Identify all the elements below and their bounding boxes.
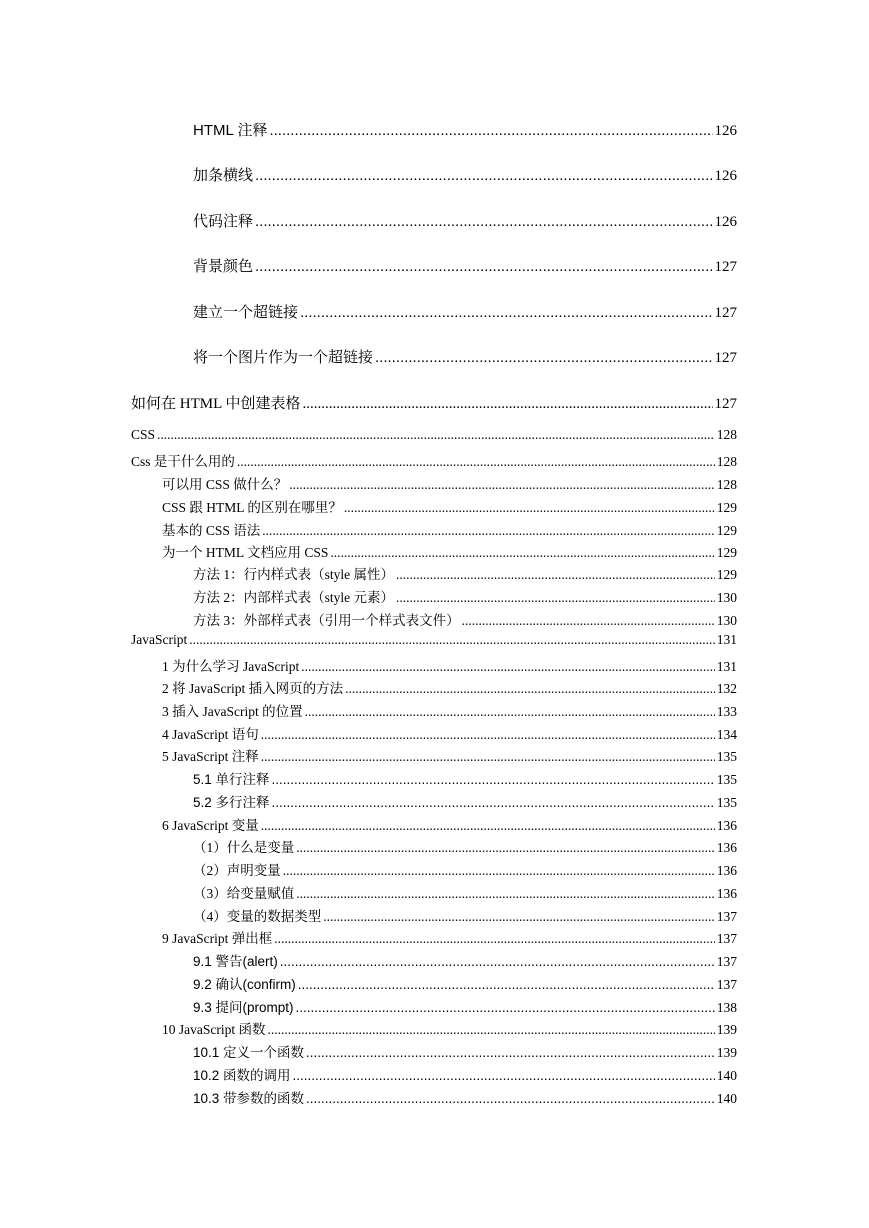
toc-entry-page: 140 bbox=[716, 1091, 737, 1106]
toc-leader-dots bbox=[375, 349, 712, 366]
toc-leader-dots bbox=[306, 1091, 715, 1106]
toc-leader-dots bbox=[261, 818, 715, 834]
toc-entry[interactable] bbox=[193, 950, 737, 970]
toc-entry-title: 10.3 带参数的函数 bbox=[193, 1091, 305, 1106]
toc-entry[interactable] bbox=[193, 346, 737, 367]
toc-entry-page: 139 bbox=[716, 1022, 737, 1037]
toc-entry-title: 如何在 HTML 中创建表格 bbox=[131, 396, 301, 412]
toc-entry-page: 128 bbox=[716, 477, 737, 492]
toc-entry-title: 5.1 单行注释 bbox=[193, 772, 270, 787]
toc-entry-title: 加条横线 bbox=[193, 167, 254, 184]
toc-entry[interactable] bbox=[193, 836, 737, 856]
toc-entry-page: 128 bbox=[716, 454, 737, 469]
toc-entry-page: 131 bbox=[716, 632, 737, 647]
toc-leader-dots bbox=[283, 863, 715, 879]
toc-entry-page: 126 bbox=[714, 123, 737, 139]
toc-entry[interactable] bbox=[193, 210, 737, 231]
toc-entry[interactable] bbox=[193, 586, 737, 606]
toc-entry-page: 126 bbox=[714, 168, 737, 184]
toc-leader-dots bbox=[157, 427, 715, 443]
toc-entry[interactable] bbox=[162, 496, 737, 516]
toc-entry[interactable] bbox=[193, 563, 737, 583]
toc-entry[interactable] bbox=[162, 519, 737, 539]
toc-entry-page: 130 bbox=[716, 613, 737, 628]
toc-leader-dots bbox=[305, 704, 715, 720]
toc-leader-dots bbox=[189, 632, 715, 648]
toc-entry-title: 方法 1：行内样式表（style 属性） bbox=[193, 567, 394, 582]
toc-entry-title: 1 为什么学习 JavaScript bbox=[162, 659, 300, 674]
toc-entry[interactable] bbox=[162, 677, 737, 697]
toc-entry-title: （4）变量的数据类型 bbox=[193, 909, 322, 924]
toc-entry-title: 基本的 CSS 语法 bbox=[162, 523, 261, 538]
toc-entry-title: 9 JavaScript 弹出框 bbox=[162, 931, 273, 946]
toc-entry-page: 128 bbox=[716, 427, 737, 442]
toc-entry-title: HTML 注释 bbox=[193, 122, 268, 139]
toc-entry[interactable] bbox=[193, 609, 737, 629]
toc-leader-dots bbox=[255, 167, 712, 184]
toc-entry-title: 9.3 提问(prompt) bbox=[193, 1000, 294, 1015]
toc-entry-title: 10.1 定义一个函数 bbox=[193, 1045, 305, 1060]
toc-leader-dots bbox=[345, 681, 715, 697]
toc-entry[interactable] bbox=[193, 1064, 737, 1084]
toc-leader-dots bbox=[301, 659, 715, 675]
toc-leader-dots bbox=[262, 523, 714, 539]
toc-entry[interactable] bbox=[193, 768, 737, 788]
toc-entry-page: 140 bbox=[716, 1068, 737, 1083]
toc-entry-page: 127 bbox=[714, 350, 737, 366]
toc-entry[interactable] bbox=[193, 164, 737, 185]
toc-entry[interactable] bbox=[162, 927, 737, 947]
toc-leader-dots bbox=[298, 977, 715, 992]
toc-leader-dots bbox=[293, 1068, 715, 1083]
toc-leader-dots bbox=[396, 590, 715, 606]
toc-leader-dots bbox=[289, 477, 714, 493]
toc-entry[interactable] bbox=[193, 859, 737, 879]
toc-entry-title: 代码注释 bbox=[193, 213, 254, 230]
toc-entry[interactable] bbox=[162, 745, 737, 765]
toc-entry[interactable] bbox=[162, 655, 737, 675]
toc-leader-dots bbox=[280, 954, 715, 969]
toc-entry-title: 3 插入 JavaScript 的位置 bbox=[162, 704, 303, 719]
toc-leader-dots bbox=[274, 931, 715, 947]
toc-entry[interactable] bbox=[131, 427, 737, 443]
toc-entry[interactable] bbox=[131, 632, 737, 648]
toc-entry[interactable] bbox=[131, 450, 737, 470]
toc-entry-page: 132 bbox=[716, 681, 737, 696]
toc-entry-page: 129 bbox=[716, 545, 737, 560]
toc-entry-title: 方法 2：内部样式表（style 元素） bbox=[193, 590, 394, 605]
toc-leader-dots bbox=[269, 122, 712, 139]
toc-leader-dots bbox=[255, 213, 712, 230]
toc-entry[interactable] bbox=[193, 905, 737, 925]
toc-entry-title: 可以用 CSS 做什么？ bbox=[162, 477, 288, 492]
toc-leader-dots bbox=[462, 613, 715, 629]
toc-entry-title: 10.2 函数的调用 bbox=[193, 1068, 291, 1083]
toc-entry-page: 137 bbox=[716, 931, 737, 946]
toc-entry[interactable] bbox=[193, 1087, 737, 1107]
toc-entry-page: 137 bbox=[716, 954, 737, 969]
toc-entry-title: （1）什么是变量 bbox=[193, 840, 295, 855]
toc-entry-title: 5 JavaScript 注释 bbox=[162, 749, 259, 764]
toc-leader-dots bbox=[237, 454, 715, 470]
toc-entry-title: （3）给变量赋值 bbox=[193, 886, 295, 901]
toc-entry[interactable] bbox=[193, 301, 737, 322]
toc-entry-page: 129 bbox=[716, 523, 737, 538]
toc-entry[interactable] bbox=[193, 1041, 737, 1061]
toc-entry-page: 136 bbox=[716, 840, 737, 855]
toc-leader-dots bbox=[272, 772, 715, 787]
toc-leader-dots bbox=[296, 1000, 715, 1015]
toc-leader-dots bbox=[396, 567, 715, 583]
toc-entry[interactable] bbox=[193, 882, 737, 902]
toc-entry-page: 137 bbox=[716, 977, 737, 992]
toc-entry[interactable] bbox=[131, 392, 737, 413]
toc-entry[interactable] bbox=[162, 814, 737, 834]
toc-entry-page: 130 bbox=[716, 590, 737, 605]
toc-entry-page: 127 bbox=[714, 259, 737, 275]
toc-entry-title: 4 JavaScript 语句 bbox=[162, 727, 259, 742]
toc-leader-dots bbox=[261, 727, 715, 743]
toc-entry-title: 将一个图片作为一个超链接 bbox=[193, 349, 374, 366]
toc-entry[interactable] bbox=[193, 791, 737, 811]
toc-entry-title: 9.2 确认(confirm) bbox=[193, 977, 296, 992]
toc-entry-page: 136 bbox=[716, 886, 737, 901]
toc-leader-dots bbox=[300, 304, 712, 321]
toc-entry-title: 9.1 警告(alert) bbox=[193, 954, 278, 969]
toc-leader-dots bbox=[272, 795, 715, 810]
toc-leader-dots bbox=[323, 909, 715, 925]
toc-entry-title: 为一个 HTML 文档应用 CSS bbox=[162, 545, 329, 560]
toc-entry[interactable] bbox=[162, 1018, 737, 1038]
toc-entry-page: 136 bbox=[716, 818, 737, 833]
toc-entry-page: 127 bbox=[714, 305, 737, 321]
toc-entry-title: （2）声明变量 bbox=[193, 863, 281, 878]
toc-entry-page: 135 bbox=[716, 772, 737, 787]
toc-entry-title: 2 将 JavaScript 插入网页的方法 bbox=[162, 681, 344, 696]
toc-entry-title: 5.2 多行注释 bbox=[193, 795, 270, 810]
toc-entry-title: 建立一个超链接 bbox=[193, 304, 299, 321]
toc-entry-title: 10 JavaScript 函数 bbox=[162, 1022, 266, 1037]
toc-entry-page: 136 bbox=[716, 863, 737, 878]
toc-leader-dots bbox=[330, 545, 714, 561]
toc-entry-page: 135 bbox=[716, 795, 737, 810]
toc-entry[interactable] bbox=[193, 996, 737, 1016]
toc-entry-page: 133 bbox=[716, 704, 737, 719]
toc-entry-page: 139 bbox=[716, 1045, 737, 1060]
toc-entry[interactable] bbox=[193, 255, 737, 276]
toc-entry-page: 138 bbox=[716, 1000, 737, 1015]
toc-entry-page: 134 bbox=[716, 727, 737, 742]
toc-leader-dots bbox=[255, 258, 712, 275]
toc-leader-dots bbox=[296, 840, 715, 856]
toc-entry-page: 137 bbox=[716, 909, 737, 924]
toc-entry-title: 背景颜色 bbox=[193, 258, 254, 275]
toc-leader-dots bbox=[344, 500, 715, 516]
toc-entry-page: 129 bbox=[716, 500, 737, 515]
toc-entry-title: 6 JavaScript 变量 bbox=[162, 818, 259, 833]
toc-entry-title: JavaScript bbox=[131, 632, 188, 647]
toc-entry[interactable] bbox=[193, 973, 737, 993]
toc-leader-dots bbox=[302, 396, 712, 413]
toc-entry[interactable] bbox=[193, 119, 737, 140]
toc-entry-title: 方法 3：外部样式表（引用一个样式表文件） bbox=[193, 613, 460, 628]
toc-entry-page: 129 bbox=[716, 567, 737, 582]
toc-entry[interactable] bbox=[162, 473, 737, 493]
toc-entry-page: 131 bbox=[716, 659, 737, 674]
toc-leader-dots bbox=[261, 749, 715, 765]
toc-leader-dots bbox=[268, 1022, 715, 1038]
toc-entry[interactable] bbox=[162, 700, 737, 720]
toc-entry-title: Css 是干什么用的 bbox=[131, 454, 235, 469]
toc-entry-page: 126 bbox=[714, 214, 737, 230]
toc-leader-dots bbox=[296, 886, 715, 902]
toc-entry-page: 135 bbox=[716, 749, 737, 764]
toc-entry-page: 127 bbox=[714, 396, 737, 412]
toc-entry[interactable] bbox=[162, 541, 737, 561]
toc-entry-title: CSS bbox=[131, 427, 156, 442]
toc-entry[interactable] bbox=[162, 723, 737, 743]
toc-leader-dots bbox=[306, 1045, 715, 1060]
toc-entry-title: CSS 跟 HTML 的区别在哪里？ bbox=[162, 500, 342, 515]
